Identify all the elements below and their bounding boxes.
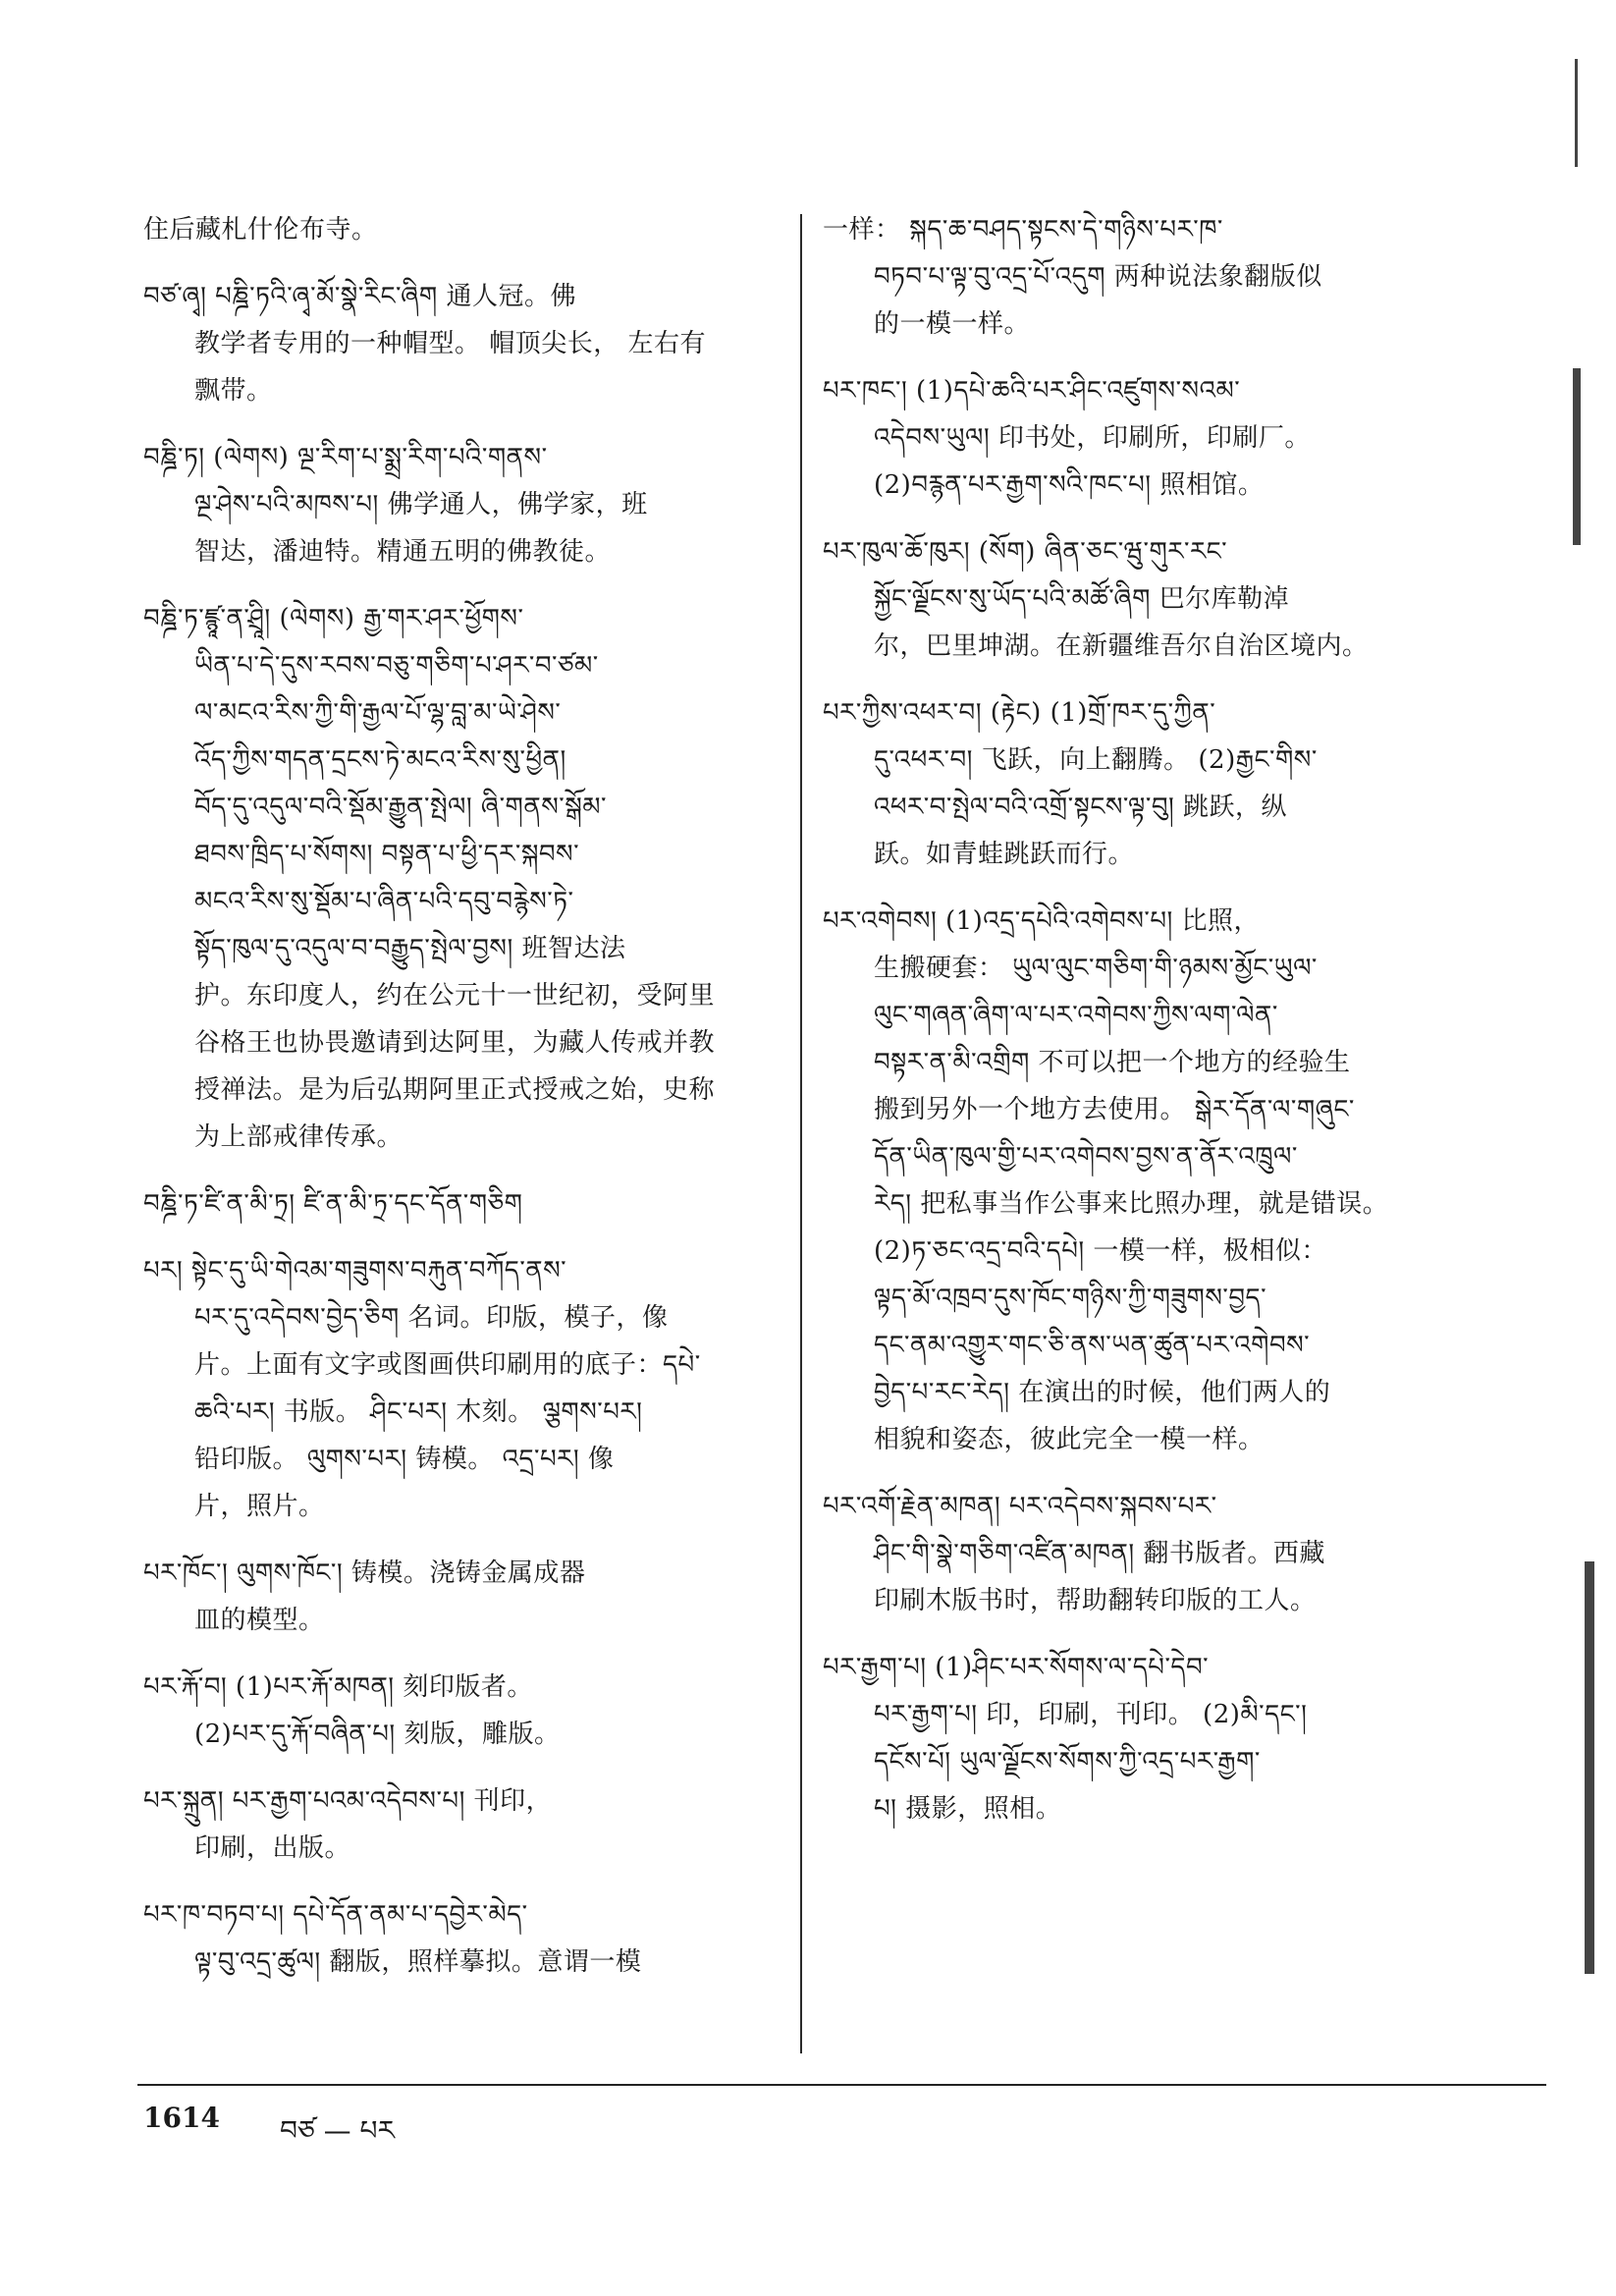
entry-line: བསྟར་ན་མི་འགྲིག 不可以把一个地方的经验生 xyxy=(874,1048,1351,1077)
entry-line: 搬到另外一个地方去使用。 སྒེར་དོན་ལ་གཞུང་ xyxy=(874,1095,1355,1124)
entry-first-line: པར་སྐྲུན། པར་རྒྱག་པའམ་འདེབས་པ། 刊印， xyxy=(143,1786,553,1816)
entry-line: (2)པར་དུ་རྐོ་བཞིན་པ། 刻版，雕版。 xyxy=(194,1720,561,1749)
entry-line: ལ་མངའ་རིས་ཀྱི་གི་རྒྱལ་པོ་ལྷ་བླ་མ་ཡེ་ཤེས་ xyxy=(194,698,562,728)
dictionary-entry xyxy=(823,528,1471,670)
entry-line: ཐབས་ཁྲིད་པ་སོགས། བསྟན་པ་ཕྱི་དར་སྐབས་ xyxy=(194,840,580,869)
entry-line: 相貌和姿态，彼此完全一模一样。 xyxy=(874,1425,1265,1454)
entry-line: 尔，巴里坤湖。在新疆维吾尔自治区境内。 xyxy=(874,631,1369,661)
entry-first-line: པར། སྟེང་དུ་ཡི་གེའམ་གཟུགས་བརྐུན་བཀོད་ནས་ xyxy=(143,1256,567,1285)
entry-line: 生搬硬套： ཡུལ་ལུང་གཅིག་གི་ཉམས་མྱོང་ཡུལ་ xyxy=(874,954,1318,983)
entry-line: 铅印版。 ལུགས་པར། 铸模。 འདྲ་པར། 像 xyxy=(194,1445,615,1474)
entry-line: 跃。如青蛙跳跃而行。 xyxy=(874,840,1135,869)
entry-first-line: པར་རྐོ་བ། (1)པར་རྐོ་མཁན། 刻印版者。 xyxy=(143,1672,533,1702)
entry-line: པ། 摄影，照相。 xyxy=(874,1794,1062,1824)
entry-line: དང་ནམ་འགྱུར་གང་ཅི་ནས་ཡན་ཚུན་པར་འགེབས་ xyxy=(874,1331,1311,1360)
dictionary-entry xyxy=(143,434,778,575)
entry-line: ལྟ་བུ་འདྲ་ཚུལ། 翻版，照样摹拟。意谓一模 xyxy=(194,1947,642,1977)
entry-first-line: པར་འགོ་རྗེན་མཁན། པར་འདེབས་སྐབས་པར་ xyxy=(823,1492,1217,1521)
entry-line: ལྟད་མོ་འཁྲབ་དུས་ཁོང་གཉིས་ཀྱི་གཟུགས་བྱད་ xyxy=(874,1284,1267,1313)
dictionary-entry xyxy=(143,595,778,1161)
entry-line: པར་རྒྱག་པ། 印，印刷，刊印。 (2)མི་དང་། xyxy=(874,1700,1308,1729)
running-head: བཙ — པར xyxy=(280,2114,395,2147)
footer-rule xyxy=(137,2084,1546,2086)
dictionary-entry xyxy=(143,1180,778,1228)
entry-line: 皿的模型。 xyxy=(194,1606,325,1635)
entry-line: 授禅法。是为后弘期阿里正式授戒之始，史称 xyxy=(194,1075,716,1105)
dictionary-entry xyxy=(823,1644,1471,1832)
entry-first-line: པར་ཁང་། (1)དཔེ་ཆའི་པར་ཤིང་འཛུགས་སའམ་ xyxy=(823,376,1241,406)
entry-first-line: པར་ཀྱིས་འཕར་བ། (རྟེང) (1)གྲོ་ཁར་དུ་ཀྱིན་ xyxy=(823,698,1216,728)
entry-first-line: 一样： སྐད་ཆ་བཤད་སྟངས་དེ་གཉིས་པར་ཁ་ xyxy=(823,215,1223,245)
entry-line: (2)ཏ་ཅང་འདྲ་བའི་དཔེ། 一模一样，极相似： xyxy=(874,1236,1327,1266)
dictionary-entry xyxy=(823,898,1471,1463)
entry-line: 飘带。 xyxy=(194,376,273,406)
entry-line: མངའ་རིས་སུ་སྡོམ་པ་ཞིན་པའི་དབུ་བརྙེས་ཏེ་ xyxy=(194,887,574,916)
dictionary-entry xyxy=(823,1483,1471,1624)
dictionary-entry xyxy=(143,1247,778,1530)
entry-first-line: བཎྜི་ཏ། (ལེགས) ལྔ་རིག་པ་སྨྲ་རིག་པའི་གནས་ xyxy=(143,443,548,472)
entry-line: རེད། 把私事当作公事来比照办理，就是错误。 xyxy=(874,1189,1389,1219)
entry-line: ལུང་གཞན་ཞིག་ལ་པར་འགེབས་ཀྱིས་ལག་ལེན་ xyxy=(874,1001,1278,1030)
entry-line: དོན་ཡིན་ཁུལ་གྱི་པར་འགེབས་བྱས་ན་ནོར་འཁྲུལ་ xyxy=(874,1142,1298,1172)
dictionary-entry xyxy=(143,206,778,253)
entry-line: 谷格王也协畏邀请到达阿里，为藏人传戒并教 xyxy=(194,1028,716,1058)
entry-line: 智达，潘迪特。精通五明的佛教徒。 xyxy=(194,537,612,567)
scan-edge-mark xyxy=(1575,59,1578,167)
entry-first-line: བཙ་ཞྭ། པཎྜི་ཏའི་ཞྭ་མོ་སྣེ་རིང་ཞིག 通人冠。佛 xyxy=(143,282,576,311)
entry-line: ལྔ་ཤེས་པའི་མཁས་པ། 佛学通人，佛学家，班 xyxy=(194,490,648,519)
entry-first-line: པར་རྒྱག་པ། (1)ཤིང་པར་སོགས་ལ་དཔེ་དེབ་ xyxy=(823,1653,1210,1682)
dictionary-entry xyxy=(143,1891,778,1986)
entry-line: ཤིང་གི་སྣེ་གཅིག་འཛིན་མཁན། 翻书版者。西藏 xyxy=(874,1539,1325,1568)
dictionary-entry xyxy=(823,367,1471,509)
dictionary-entry xyxy=(823,206,1471,348)
entry-line: འོད་ཀྱིས་གདན་དྲངས་ཏེ་མངའ་རིས་སུ་ཕྱིན། xyxy=(194,745,566,775)
entry-first-line: བཎྜི་ཏ་ཛི་ན་མི་ཏྲ། ཛི་ན་མི་ཏྲ་དང་དོན་གཅིག xyxy=(143,1189,523,1219)
right-column xyxy=(823,206,1471,1852)
scan-edge-mark xyxy=(1573,368,1581,545)
entry-line: དུ་འཕར་བ། 飞跃，向上翻腾。 (2)རྒྱང་གིས་ xyxy=(874,745,1318,775)
entry-line: (2)བརྙན་པར་རྒྱག་སའི་ཁང་པ། 照相馆。 xyxy=(874,470,1265,500)
entry-line: སྟོད་ཁུལ་དུ་འདུལ་བ་བརྒྱུད་སྤེལ་བྱས། 班智达法 xyxy=(194,934,626,963)
entry-line: པར་དུ་འདེབས་བྱེད་ཅིག 名词。印版，模子，像 xyxy=(194,1303,669,1333)
scan-edge-mark xyxy=(1585,1561,1594,1974)
entry-line: 印刷木版书时，帮助翻转印版的工人。 xyxy=(874,1586,1317,1615)
dictionary-entry xyxy=(143,273,778,414)
entry-line: 的一模一样。 xyxy=(874,309,1031,339)
entry-first-line: པར་ཁོང་། ལུགས་ཁོང་། 铸模。浇铸金属成器 xyxy=(143,1558,586,1588)
entry-first-line: པར་འགེབས། (1)འདྲ་དཔེའི་འགེབས་པ། 比照， xyxy=(823,906,1261,936)
entry-line: ཡིན་པ་དེ་དུས་རབས་བཅུ་གཅིག་པ་ཤར་བ་ཙམ་ xyxy=(194,651,599,681)
entry-line: 片，照片。 xyxy=(194,1492,325,1521)
entry-first-line: པར་ཁུལ་ཆོ་ཁུར། (སོག) ཞིན་ཅང་ཝུ་གུར་རང་ xyxy=(823,537,1228,567)
left-column xyxy=(143,206,778,2005)
entry-line: འདེབས་ཡུལ། 印书处，印刷所，印刷厂。 xyxy=(874,423,1311,453)
entry-line: 为上部戒律传承。 xyxy=(194,1122,404,1152)
entry-line: དངོས་པོ། ཡུལ་ལྗོངས་སོགས་ཀྱི་འདྲ་པར་རྒྱག་ xyxy=(874,1747,1261,1777)
dictionary-entry xyxy=(823,689,1471,878)
entry-line: 片。上面有文字或图画供印刷用的底子：དཔེ་ xyxy=(194,1350,701,1380)
dictionary-entry xyxy=(143,1550,778,1644)
page-number: 1614 xyxy=(143,2102,220,2134)
entry-first-line: 住后藏札什伦布寺。 xyxy=(143,215,378,245)
entry-line: 印刷，出版。 xyxy=(194,1833,351,1863)
dictionary-entry xyxy=(143,1777,778,1872)
entry-line: བོད་དུ་འདུལ་བའི་སྡོམ་རྒྱུན་སྤེལ། ཞི་གནས་སྒོམ་ xyxy=(194,793,607,822)
entry-line: སྐྱོང་ལྗོངས་སུ་ཡོད་པའི་མཚོ་ཞིག 巴尔库勒淖 xyxy=(874,584,1290,614)
entry-line: བཏབ་པ་ལྟ་བུ་འདྲ་པོ་འདུག 两种说法象翻版似 xyxy=(874,262,1322,292)
entry-line: ཆའི་པར། 书版。 ཤིང་པར། 木刻。 ལྕགས་པར། xyxy=(194,1397,643,1427)
entry-first-line: པར་ཁ་བཏབ་པ། དཔེ་དོན་ནམ་པ་དབྱེར་མེད་ xyxy=(143,1900,528,1930)
entry-line: བྱེད་པ་རང་རེད། 在演出的时候，他们两人的 xyxy=(874,1378,1331,1407)
entry-first-line: བཎྜི་ཏ་ཛྙཱ་ན་ཤྲཱི། (ལེགས) རྒྱ་གར་ཤར་ཕྱོགས་ xyxy=(143,604,524,633)
dictionary-entry xyxy=(143,1664,778,1758)
entry-line: 护。东印度人，约在公元十一世纪初，受阿里 xyxy=(194,981,716,1011)
column-divider xyxy=(800,214,802,2053)
entry-line: འཕར་བ་སྤེལ་བའི་འགྲོ་སྟངས་ལྟ་བུ། 跳跃，纵 xyxy=(874,793,1288,822)
entry-line: 教学者专用的一种帽型。 帽顶尖长， 左右有 xyxy=(194,329,707,358)
